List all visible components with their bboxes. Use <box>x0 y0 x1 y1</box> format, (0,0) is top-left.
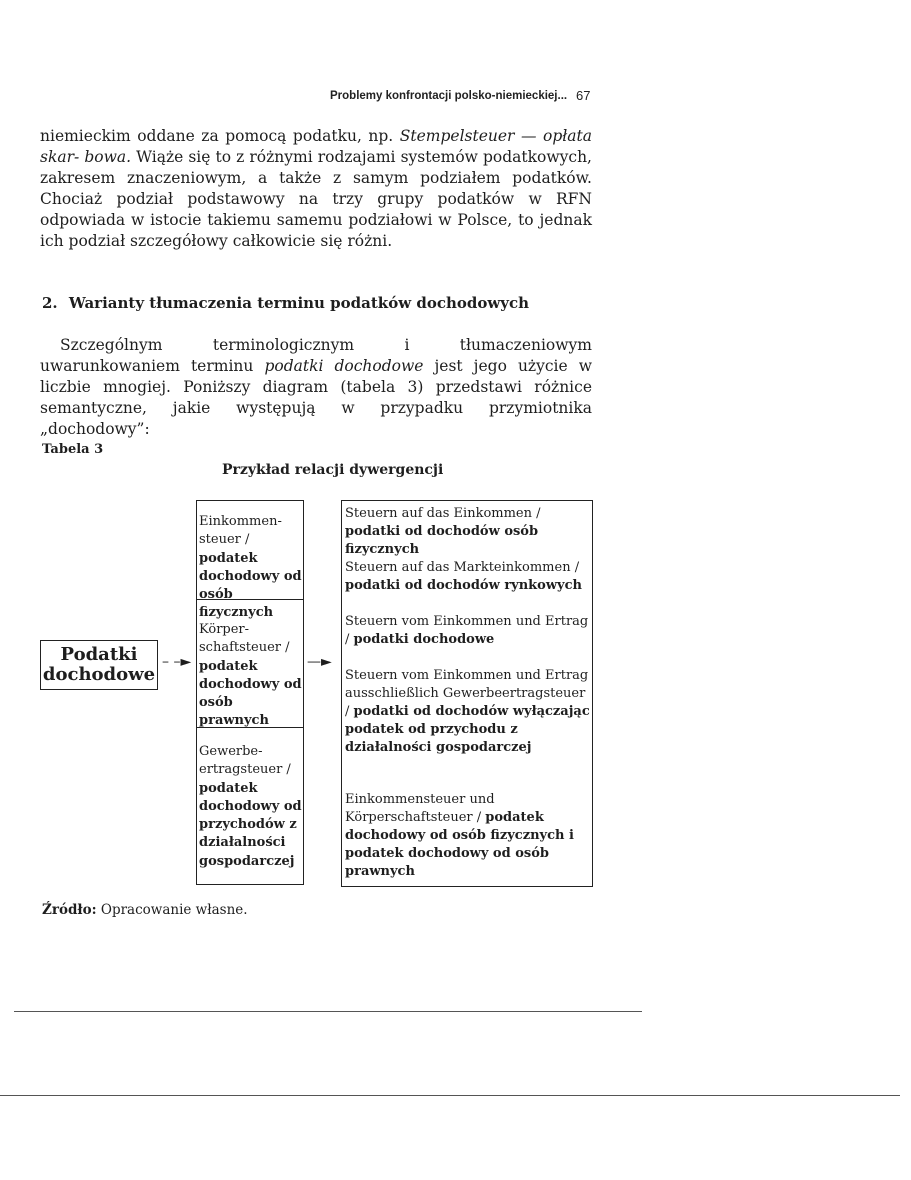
source-label: Źródło: <box>42 902 97 918</box>
middle-item-plain: Körper-schaftsteuer / <box>199 622 290 656</box>
intro-italic-1: Stempelsteuer — opłata skar- <box>40 127 592 166</box>
body-paragraph <box>40 335 592 440</box>
main-term-box <box>40 640 158 690</box>
section-number: 2. <box>42 294 58 312</box>
intro-italic-2: bowa. <box>84 148 132 166</box>
source-note <box>42 902 248 918</box>
body-text-italic: podatki dochodowe <box>264 357 424 375</box>
right-item-5 <box>345 791 591 881</box>
right-item-bold: podatki dochodowe <box>353 632 495 647</box>
right-item-1 <box>345 505 591 559</box>
main-term: Podatki dochodowe <box>42 644 156 685</box>
intro-paragraph <box>40 126 592 252</box>
divider <box>197 599 303 600</box>
right-item-bold: podatki od dochodów osób fizycznych <box>345 524 539 557</box>
middle-item-plain: Gewerbe-ertragsteuer / <box>199 744 291 778</box>
middle-item-bold: podatek dochodowy od osób prawnych <box>199 658 302 729</box>
section-heading <box>42 294 529 312</box>
middle-item-bold: podatek dochodowy od przychodów z działalności gospodarczej <box>199 780 302 869</box>
right-item-4 <box>345 667 591 757</box>
right-item-bold: podatki od dochodów rynkowych <box>345 578 582 593</box>
right-item-2 <box>345 559 591 595</box>
scan-rule-line <box>14 1011 642 1012</box>
right-column <box>341 500 593 887</box>
table-label: Tabela 3 <box>42 442 104 457</box>
middle-column <box>196 500 304 885</box>
running-header-title: Problemy konfrontacji polsko-niemieckiej... <box>330 90 568 102</box>
scan-rule-line <box>0 1095 900 1096</box>
right-item-plain: Steuern vom Einkommen und Ertrag / <box>345 614 589 647</box>
right-item-3 <box>345 613 591 649</box>
middle-item-plain: Einkommen-steuer / <box>199 514 282 548</box>
body-text-before: Szczególnym terminologicznym i tłumaczeniowym uwarunkowaniem terminu <box>40 336 592 375</box>
middle-item-bold: podatek dochodowy od osób fizycznych <box>199 550 302 621</box>
right-item-plain: Steuern auf das Einkommen / <box>345 506 541 521</box>
right-item-bold: podatek dochodowy od osób fizycznych i podatek dochodowy od osób prawnych <box>345 810 574 879</box>
right-item-plain: Einkommensteuer und Körperschaftsteuer / <box>345 792 495 825</box>
arrow-right-icon: – –► <box>162 654 192 670</box>
divider <box>197 727 303 728</box>
section-title: Warianty tłumaczenia terminu podatków dochodowych <box>68 294 530 312</box>
source-text: Opracowanie własne. <box>96 902 248 918</box>
right-item-plain: Steuern vom Einkommen und Ertrag ausschließlich Gewerbeertragsteuer / <box>345 668 589 719</box>
right-item-bold: podatki od dochodów wyłączając podatek od przychodu z działalności gospodarczej <box>345 704 590 755</box>
intro-text-1: niemieckim oddane za pomocą podatku, np. <box>40 127 400 145</box>
body-text-after: jest jego użycie w liczbie mnogiej. Poniższy diagram (tabela 3) przedstawi różnice semantyczne, jakie występują w przypadku przymiotnika „dochodowy”: <box>40 357 592 438</box>
right-item-plain: Steuern auf das Markteinkommen / <box>345 560 580 575</box>
middle-item-1 <box>199 513 303 623</box>
page-number: 67 <box>576 88 591 103</box>
table-title: Przykład relacji dywergencji <box>222 462 444 478</box>
arrow-right-icon: —► <box>307 654 332 670</box>
middle-item-3 <box>199 743 303 871</box>
intro-text-2: Wiąże się to z różnymi rodzajami systemów podatkowych, zakresem znaczeniowym, a także z samym podziałem podatków. Chociaż podział podstawowy na trzy grupy podatków w RFN odpowiada w istocie takiemu samemu podziałowi w Polsce, to jednak ich podział szczegółowy całkowicie się różni. <box>40 148 592 250</box>
middle-item-2 <box>199 621 303 731</box>
